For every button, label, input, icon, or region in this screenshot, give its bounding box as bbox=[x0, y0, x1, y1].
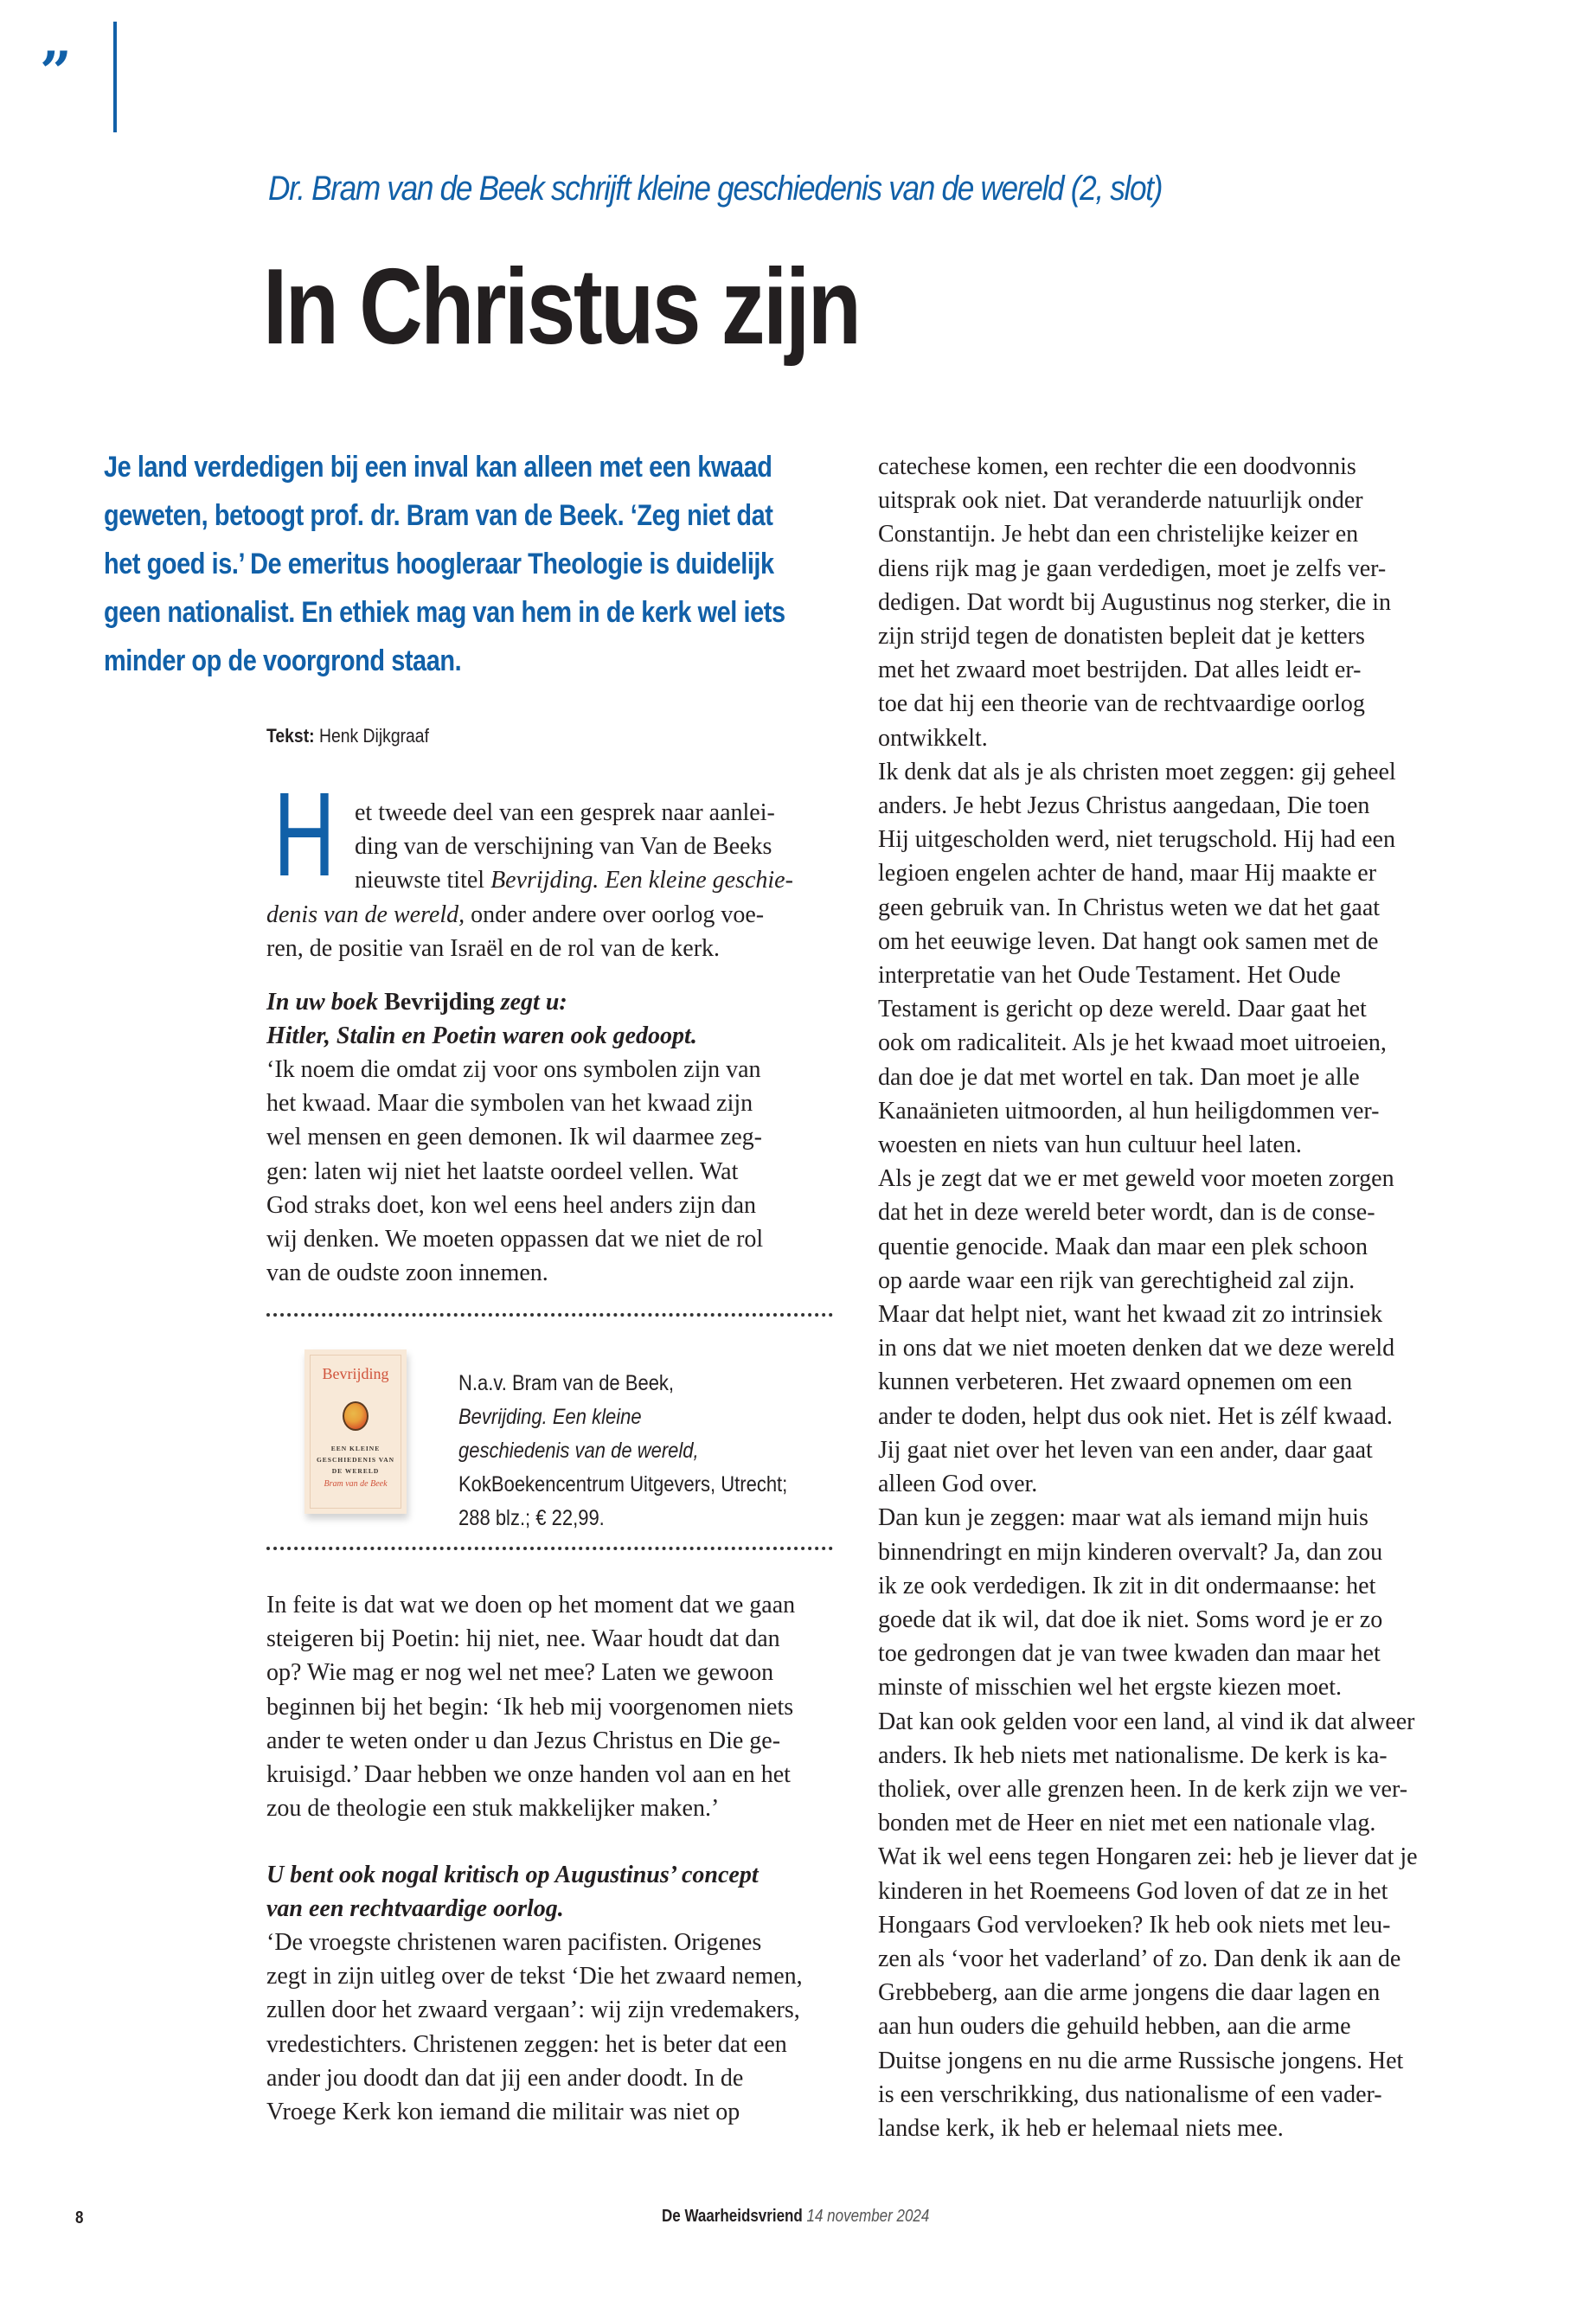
text-line: Wat ik wel eens tegen Hongaren zei: heb je liever dat je bbox=[878, 1843, 1418, 1871]
text-line: anders. Je hebt Jezus Christus aangedaan, Die toen bbox=[878, 792, 1370, 820]
text-line: et tweede deel van een gesprek naar aanlei- bbox=[355, 799, 775, 826]
text-line: Maar dat helpt niet, want het kwaad zit zo intrinsiek bbox=[878, 1301, 1383, 1329]
text-line: steigeren bij Poetin: hij niet, nee. Waar houdt dat dan bbox=[266, 1625, 780, 1653]
question-2 bbox=[266, 1858, 837, 1926]
text-line: God straks doet, kon wel eens heel anders zijn dan bbox=[266, 1191, 757, 1219]
question-line: Hitler, Stalin en Poetin waren ook gedoopt. bbox=[266, 1022, 697, 1050]
text-span: onder andere over oorlog voe- bbox=[465, 901, 765, 928]
text-line: uitsprak ook niet. Dat veranderde natuurlijk onder bbox=[878, 487, 1363, 515]
text-line: ander te weten onder u dan Jezus Christus en Die ge- bbox=[266, 1727, 781, 1754]
text-span: nieuwste titel bbox=[355, 867, 491, 894]
book-title-italic: Bevrijding. Een kleine geschie- bbox=[490, 867, 793, 894]
text-line: beginnen bij het begin: ‘Ik heb mij voorgenomen niets bbox=[266, 1693, 794, 1721]
article-kicker: Dr. Bram van de Beek schrijft kleine geschiedenis van de wereld (2, slot) bbox=[268, 170, 1163, 208]
byline-author: Henk Dijkgraaf bbox=[318, 725, 429, 747]
text-line: Dat kan ook gelden voor een land, al vind ik dat alweer bbox=[878, 1708, 1415, 1735]
footer-masthead bbox=[662, 2207, 929, 2227]
text-line: quentie genocide. Maak dan maar een plek schoon bbox=[878, 1233, 1368, 1260]
text-line: woesten en niets van hun cultuur heel laten. bbox=[878, 1131, 1302, 1159]
text-line: in ons dat we niet moeten denken dat we deze wereld bbox=[878, 1335, 1395, 1362]
text-line: Constantijn. Je hebt dan een christelijke keizer en bbox=[878, 521, 1359, 548]
book-box-divider-top bbox=[266, 1313, 833, 1317]
text-line: In feite is dat wat we doen op het moment dat we gaan bbox=[266, 1592, 796, 1618]
text-line: interpretatie van het Oude Testament. Het Oude bbox=[878, 962, 1341, 990]
text-line: goede dat ik wil, dat doe ik niet. Soms word je er zo bbox=[878, 1606, 1383, 1633]
right-column bbox=[878, 450, 1475, 2145]
book-cover-subtitle-line: DE WERELD bbox=[331, 1467, 380, 1475]
book-info-price: 288 blz.; € 22,99. bbox=[458, 1506, 605, 1530]
lead-paragraph bbox=[266, 796, 837, 965]
book-cover-subtitle bbox=[304, 1443, 407, 1477]
text-line: ding van de verschijning van Van de Beeks bbox=[355, 833, 772, 861]
book-title: Bevrijding bbox=[384, 989, 495, 1016]
book-info-title: geschiedenis van de wereld, bbox=[458, 1439, 699, 1463]
text-line: alleen God over. bbox=[878, 1471, 1038, 1498]
text-line: zen als ‘voor het vaderland’ of zo. Dan denk ik aan de bbox=[878, 1945, 1401, 1972]
text-line: dat het in deze wereld beter wordt, dan is de conse- bbox=[878, 1199, 1375, 1227]
question-1 bbox=[266, 985, 837, 1053]
text-line: Als je zegt dat we er met geweld voor moeten zorgen bbox=[878, 1165, 1394, 1193]
page-number: 8 bbox=[75, 2208, 84, 2227]
text-line: het kwaad. Maar die symbolen van het kwaad zijn bbox=[266, 1090, 753, 1118]
intro-line: geweten, betoogt prof. dr. Bram van de Beek. ‘Zeg niet dat bbox=[104, 499, 773, 532]
text-line: vredestichters. Christenen zeggen: het is beter dat een bbox=[266, 2030, 787, 2058]
text-line: toe dat hij een theorie van de rechtvaardige oorlog bbox=[878, 690, 1365, 718]
question-line: van een rechtvaardige oorlog. bbox=[266, 1895, 564, 1923]
text-line bbox=[266, 898, 837, 932]
text-line: zullen door het zwaard vergaan’: wij zijn vredemakers, bbox=[266, 1997, 800, 2024]
text-line: met het zwaard moet bestrijden. Dat alles leidt er- bbox=[878, 657, 1362, 684]
book-info-author: N.a.v. Bram van de Beek, bbox=[458, 1371, 675, 1395]
text-line: kinderen in het Roemeens God loven of dat ze in het bbox=[878, 1877, 1388, 1905]
text-line: zou de theologie een stuk makkelijker maken.’ bbox=[266, 1795, 720, 1823]
answer-2 bbox=[266, 1926, 837, 2129]
text-line: kunnen verbeteren. Het zwaard opnemen om een bbox=[878, 1368, 1353, 1396]
text-line: kruisigd.’ Daar hebben we onze handen vol aan en het bbox=[266, 1761, 791, 1789]
text-line: dan doe je dat met wortel en tak. Dan moet je alle bbox=[878, 1063, 1360, 1091]
question-line: U bent ook nogal kritisch op Augustinus’ concept bbox=[266, 1862, 759, 1888]
intro-line: Je land verdedigen bij een inval kan alleen met een kwaad bbox=[104, 451, 772, 484]
text-line: Duitse jongens en nu die arme Russische jongens. Het bbox=[878, 2047, 1404, 2074]
text-line: dedigen. Dat wordt bij Augustinus nog sterker, die in bbox=[878, 588, 1392, 616]
intro-line: minder op de voorgrond staan. bbox=[104, 644, 462, 677]
text-line: zijn strijd tegen de donatisten bepleit dat je ketters bbox=[878, 623, 1365, 651]
text-line: ren, de positie van Israël en de rol van de kerk. bbox=[266, 934, 721, 962]
text-line: wij denken. We moeten oppassen dat we niet de rol bbox=[266, 1226, 764, 1253]
publication-date: 14 november 2024 bbox=[806, 2207, 930, 2226]
text-line: Ik denk dat als je als christen moet zeggen: gij geheel bbox=[878, 758, 1396, 785]
text-line: Kanaänieten uitmoorden, al hun heiligdommen ver- bbox=[878, 1097, 1380, 1125]
text-line: anders. Ik heb niets met nationalisme. De kerk is ka- bbox=[878, 1741, 1388, 1769]
text-line: ontwikkelt. bbox=[878, 724, 988, 752]
paragraph-2 bbox=[266, 1588, 837, 1825]
book-box-divider-bottom bbox=[266, 1547, 833, 1550]
text-line: ik ze ook verdedigen. Ik zit in dit ondermaanse: het bbox=[878, 1572, 1376, 1599]
byline bbox=[266, 725, 429, 747]
book-cover-subtitle-line: EEN KLEINE bbox=[330, 1445, 381, 1452]
text-line: binnendringt en mijn kinderen overvalt? Ja, dan zou bbox=[878, 1538, 1383, 1566]
header-divider bbox=[113, 22, 117, 132]
text-line: op? Wie mag er nog wel net mee? Laten we gewoon bbox=[266, 1659, 774, 1687]
book-cover-title: Bevrijding bbox=[322, 1365, 389, 1382]
text-line: Jij gaat niet over het leven van een ander, daar gaat bbox=[878, 1436, 1373, 1464]
article-title: In Christus zijn bbox=[263, 247, 860, 367]
text-line: minste of misschien wel het ergste kiezen moet. bbox=[878, 1674, 1343, 1702]
text-line: Vroege Kerk kon iemand die militair was niet op bbox=[266, 2099, 740, 2126]
book-info-title: Bevrijding. Een kleine bbox=[458, 1405, 642, 1429]
text-line: legioen engelen achter de hand, maar Hij maakte er bbox=[878, 860, 1377, 888]
publication-name: De Waarheidsvriend bbox=[662, 2207, 803, 2226]
byline-label: Tekst: bbox=[266, 725, 315, 747]
text-line: is een verschrikking, dus nationalisme of een vader- bbox=[878, 2080, 1382, 2108]
text-line: Dan kun je zeggen: maar wat als iemand mijn huis bbox=[878, 1504, 1368, 1532]
text-line: geen gebruik van. In Christus weten we dat het gaat bbox=[878, 894, 1381, 921]
quote-mark-icon: ” bbox=[40, 40, 72, 105]
book-cover-author: Bram van de Beek bbox=[324, 1479, 388, 1489]
text-line: aan hun ouders die gehuild hebben, aan die arme bbox=[878, 2013, 1351, 2041]
book-cover-image bbox=[304, 1349, 407, 1514]
text-line: Hongaars God vervloeken? Ik heb ook niets met leu- bbox=[878, 1911, 1391, 1939]
text-line: gen: laten wij niet het laatste oordeel vellen. Wat bbox=[266, 1157, 739, 1185]
text-span: zegt u: bbox=[494, 989, 567, 1016]
book-title-italic: denis van de wereld, bbox=[266, 901, 465, 928]
text-line: diens rijk mag je gaan verdedigen, moet je zelfs ver- bbox=[878, 554, 1387, 582]
text-line: Hij uitgescholden werd, niet terugschold. Hij had een bbox=[878, 826, 1395, 854]
intro-line: geen nationalist. En ethiek mag van hem in de kerk wel iets bbox=[104, 596, 785, 629]
text-line: ook om radicaliteit. Als je het kwaad moet uitroeien, bbox=[878, 1029, 1387, 1057]
text-line: ‘Ik noem die omdat zij voor ons symbolen zijn van bbox=[266, 1056, 761, 1083]
text-line: van de oudste zoon innemen. bbox=[266, 1259, 548, 1287]
book-info bbox=[458, 1367, 787, 1535]
answer-1 bbox=[266, 1053, 837, 1290]
text-line: wel mensen en geen demonen. Ik wil daarmee zeg- bbox=[266, 1124, 762, 1151]
article-intro bbox=[104, 443, 839, 685]
text-line: catechese komen, een rechter die een doodvonnis bbox=[878, 453, 1356, 480]
text-line: Grebbeberg, aan die arme jongens die daar lagen en bbox=[878, 1979, 1381, 2007]
text-line: tholiek, over alle grenzen heen. In de kerk zijn we ver- bbox=[878, 1775, 1408, 1803]
text-line: zegt in zijn uitleg over de tekst ‘Die het zwaard nemen, bbox=[266, 1963, 803, 1990]
question-line bbox=[266, 985, 837, 1019]
globe-icon bbox=[343, 1401, 369, 1431]
text-line: landse kerk, ik heb er helemaal niets mee. bbox=[878, 2114, 1284, 2142]
text-span: In uw boek bbox=[266, 989, 385, 1016]
text-line: Testament is gericht op deze wereld. Daar gaat het bbox=[878, 996, 1367, 1023]
text-line: ander jou doodt dan dat jij een ander doodt. In de bbox=[266, 2064, 744, 2092]
book-cover-subtitle-line: GESCHIEDENIS VAN bbox=[316, 1456, 395, 1464]
text-line: ‘De vroegste christenen waren pacifisten. Origenes bbox=[266, 1929, 762, 1956]
text-line: om het eeuwige leven. Dat hangt ook samen met de bbox=[878, 927, 1379, 955]
text-line: op aarde waar een rijk van gerechtigheid zal zijn. bbox=[878, 1266, 1356, 1294]
drop-cap: H bbox=[273, 768, 336, 901]
book-info-publisher: KokBoekencentrum Uitgevers, Utrecht; bbox=[458, 1472, 788, 1497]
text-line: ander te doden, helpt dus ook niet. Het is zélf kwaad. bbox=[878, 1402, 1393, 1430]
text-line bbox=[266, 863, 837, 897]
intro-line: het goed is.’ De emeritus hoogleraar Theologie is duidelijk bbox=[104, 548, 774, 580]
text-line: bonden met de Heer en niet met een nationale vlag. bbox=[878, 1810, 1376, 1837]
text-line: toe gedrongen dat je van twee kwaden dan maar het bbox=[878, 1640, 1381, 1668]
